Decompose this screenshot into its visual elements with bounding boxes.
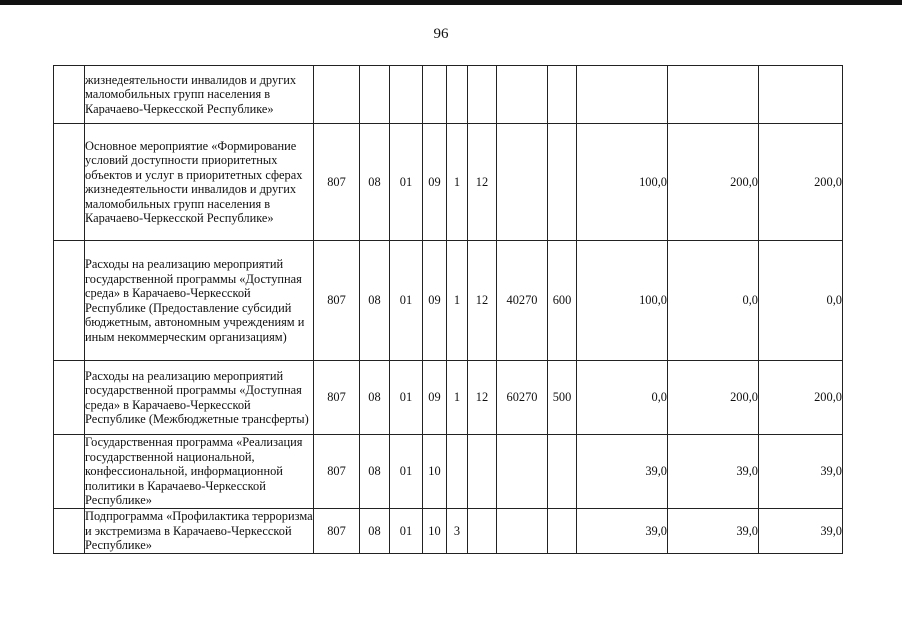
program-code: 10 [423,509,447,554]
subprogram-code: 1 [447,124,468,241]
expense-type-code: 600 [548,241,577,361]
subsection-code: 01 [390,509,423,554]
sum-year-2: 200,0 [668,124,759,241]
table-row [54,124,843,241]
sum-year-1: 100,0 [577,124,668,241]
subprogram-code: 3 [447,509,468,554]
section-code: 08 [360,435,390,509]
direction-code: 60270 [497,361,548,435]
sum-year-2: 39,0 [668,509,759,554]
sum-year-3: 39,0 [759,435,843,509]
expense-type-code: 500 [548,361,577,435]
row-name: Государственная программа «Реализация государственной национальной, конфессиональной, информационной политики в Карачаево-Черкесской Республике» [85,435,314,509]
subsection-code [390,66,423,124]
program-code [423,66,447,124]
page-number: 96 [433,26,449,42]
event-code: 12 [468,241,497,361]
subprogram-code [447,435,468,509]
ministry-code: 807 [314,361,360,435]
subsection-code: 01 [390,361,423,435]
ministry-code: 807 [314,241,360,361]
event-code [468,509,497,554]
sum-year-1 [577,66,668,124]
sum-year-2: 200,0 [668,361,759,435]
table-row [54,361,843,435]
row-index-cell [54,66,85,124]
row-name: жизнедеятельности инвалидов и других маломобильных групп населения в Карачаево-Черкесской Республике» [85,66,314,124]
table-row [54,241,843,361]
event-code: 12 [468,361,497,435]
row-name: Расходы на реализацию мероприятий государственной программы «Доступная среда» в Карачаево-Черкесской Республике (Предоставление субсидий бюджетным, автономным учреждениям и иным некоммерческим организациям) [85,241,314,361]
table-row [54,509,843,554]
sum-year-2 [668,66,759,124]
row-index-cell [54,361,85,435]
sum-year-3: 200,0 [759,361,843,435]
program-code: 10 [423,435,447,509]
section-code: 08 [360,361,390,435]
sum-year-1: 0,0 [577,361,668,435]
ministry-code: 807 [314,509,360,554]
row-name: Основное мероприятие «Формирование условий доступности приоритетных объектов и услуг в приоритетных сферах жизнедеятельности инвалидов и других маломобильных групп населения в Карачаево-Черкесской Республике» [85,124,314,241]
sum-year-1: 39,0 [577,509,668,554]
row-index-cell [54,509,85,554]
expense-type-code [548,435,577,509]
direction-code [497,124,548,241]
event-code [468,66,497,124]
page-top-rule [0,0,902,5]
program-code: 09 [423,124,447,241]
section-code: 08 [360,241,390,361]
section-code: 08 [360,509,390,554]
event-code: 12 [468,124,497,241]
subsection-code: 01 [390,435,423,509]
table-row [54,66,843,124]
row-name: Расходы на реализацию мероприятий государственной программы «Доступная среда» в Карачаево-Черкесской Республике (Межбюджетные трансферты) [85,361,314,435]
subprogram-code [447,66,468,124]
section-code [360,66,390,124]
sum-year-2: 39,0 [668,435,759,509]
row-index-cell [54,435,85,509]
direction-code [497,509,548,554]
program-code: 09 [423,241,447,361]
sum-year-1: 100,0 [577,241,668,361]
section-code: 08 [360,124,390,241]
ministry-code: 807 [314,124,360,241]
sum-year-3 [759,66,843,124]
subsection-code: 01 [390,124,423,241]
ministry-code [314,66,360,124]
subprogram-code: 1 [447,361,468,435]
direction-code [497,66,548,124]
subprogram-code: 1 [447,241,468,361]
sum-year-3: 0,0 [759,241,843,361]
row-name: Подпрограмма «Профилактика терроризма и экстремизма в Карачаево-Черкесской Республике» [85,509,313,552]
row-index-cell [54,241,85,361]
expense-type-code [548,124,577,241]
row-index-cell [54,124,85,241]
direction-code [497,435,548,509]
direction-code: 40270 [497,241,548,361]
table-row [54,435,843,509]
expense-type-code [548,66,577,124]
sum-year-2: 0,0 [668,241,759,361]
sum-year-1: 39,0 [577,435,668,509]
ministry-code: 807 [314,435,360,509]
program-code: 09 [423,361,447,435]
expense-type-code [548,509,577,554]
sum-year-3: 39,0 [759,509,843,554]
subsection-code: 01 [390,241,423,361]
event-code [468,435,497,509]
budget-table [53,65,843,554]
sum-year-3: 200,0 [759,124,843,241]
